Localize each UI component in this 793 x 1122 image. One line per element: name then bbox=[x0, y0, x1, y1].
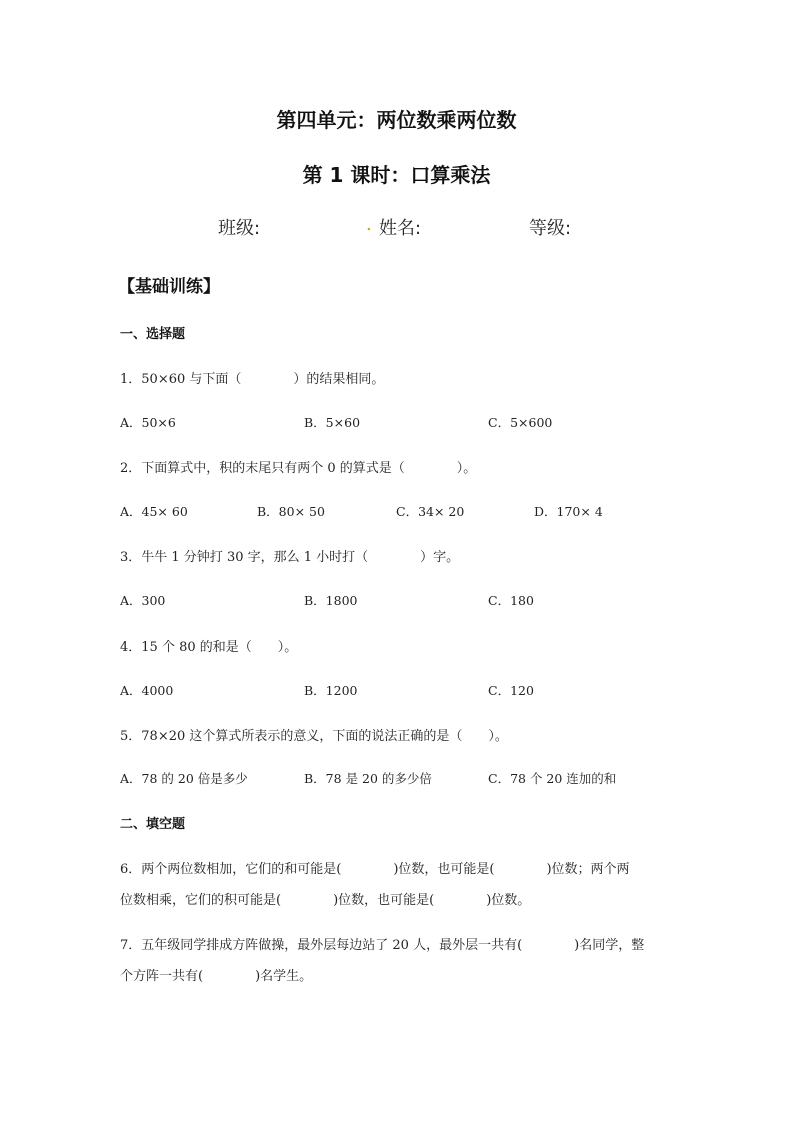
question-7-line-2: 个方阵一共有( )名学生。 bbox=[120, 969, 313, 984]
q4-option-c: C．120 bbox=[488, 683, 534, 698]
name-label: 姓名: bbox=[379, 218, 422, 239]
question-2: 2．下面算式中，积的末尾只有两个 0 的算式是（ ）。 bbox=[120, 461, 477, 476]
q5-option-c: C．78 个 20 连加的和 bbox=[488, 771, 617, 786]
question-4: 4．15 个 80 的和是（ ）。 bbox=[120, 640, 298, 655]
q4-option-b: B．1200 bbox=[304, 683, 358, 698]
q2-option-a: A．45× 60 bbox=[120, 504, 188, 519]
section-title-choice: 一、选择题 bbox=[120, 327, 186, 342]
q1-option-c: C．5×600 bbox=[488, 415, 553, 430]
question-3: 3．牛牛 1 分钟打 30 字，那么 1 小时打（ ）字。 bbox=[120, 550, 460, 565]
question-7-line-1: 7．五年级同学排成方阵做操，最外层每边站了 20 人，最外层一共有( )名同学，整 bbox=[120, 938, 645, 953]
q4-option-a: A．4000 bbox=[120, 683, 174, 698]
class-label: 班级: bbox=[218, 218, 261, 239]
section-title-fill-in: 二、填空题 bbox=[120, 817, 186, 832]
page-subtitle: 第 1 课时：口算乘法 bbox=[302, 163, 491, 187]
q2-option-b: B．80× 50 bbox=[257, 504, 325, 519]
question-1: 1．50×60 与下面（ ）的结果相同。 bbox=[120, 372, 385, 387]
q2-option-c: C．34× 20 bbox=[396, 504, 465, 519]
question-5: 5．78×20 这个算式所表示的意义，下面的说法正确的是（ ）。 bbox=[120, 729, 508, 744]
q1-option-b: B．5×60 bbox=[304, 415, 361, 430]
q3-option-a: A．300 bbox=[120, 593, 166, 608]
grade-label: 等级: bbox=[529, 218, 572, 239]
question-6-line-2: 位数相乘，它们的积可能是( )位数，也可能是( )位数。 bbox=[120, 893, 531, 908]
q3-option-c: C．180 bbox=[488, 593, 534, 608]
question-6-line-1: 6．两个两位数相加，它们的和可能是( )位数，也可能是( )位数；两个两 bbox=[120, 862, 630, 877]
q1-option-a: A．50×6 bbox=[120, 415, 176, 430]
q3-option-b: B．1800 bbox=[304, 593, 358, 608]
decorative-dot: . bbox=[366, 214, 372, 235]
q5-option-a: A．78 的 20 倍是多少 bbox=[120, 771, 248, 786]
q5-option-b: B．78 是 20 的多少倍 bbox=[304, 771, 432, 786]
section-heading-basic-training: 【基础训练】 bbox=[118, 277, 220, 297]
page-title: 第四单元：两位数乘两位数 bbox=[276, 108, 517, 132]
q2-option-d: D．170× 4 bbox=[534, 504, 603, 519]
